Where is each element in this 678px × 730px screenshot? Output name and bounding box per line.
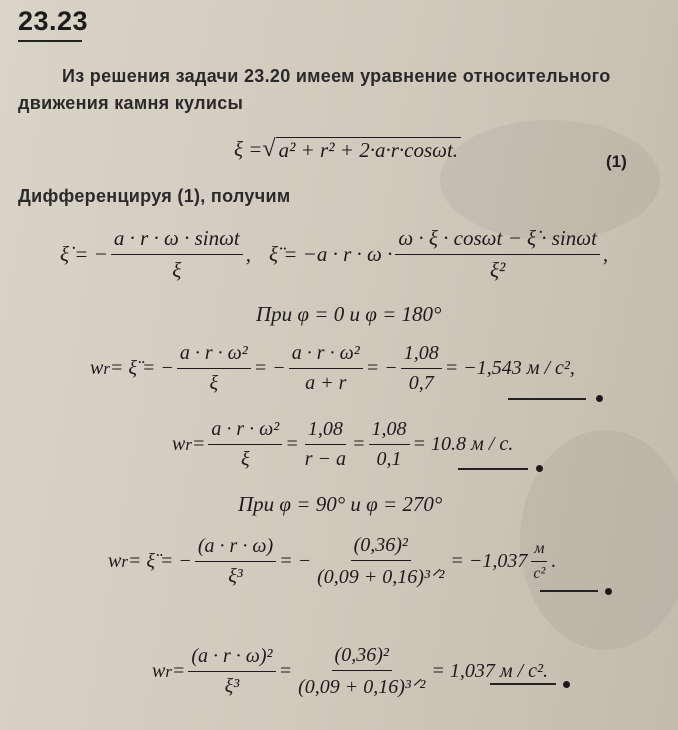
subscript: r — [121, 551, 128, 571]
case-2-heading: При φ = 90° и φ = 270° — [238, 492, 443, 516]
fraction-denominator: ξ — [209, 372, 219, 394]
unit-fraction — [530, 540, 548, 583]
problem-number: 23.23 — [18, 6, 89, 36]
paper-stain — [440, 120, 660, 240]
result-underline — [540, 590, 598, 592]
fraction-numerator: (0,36)² — [351, 534, 411, 561]
fraction-denominator: ξ² — [489, 258, 506, 282]
w-symbol: w — [172, 433, 186, 455]
fraction-denominator: 0,7 — [408, 372, 434, 394]
fraction — [208, 418, 282, 471]
result-value: = −1,037 — [450, 550, 528, 572]
w-symbol: w — [152, 660, 166, 682]
result-underline — [508, 398, 586, 400]
eq-part: = — [278, 660, 293, 682]
eq-part: = — [352, 433, 366, 455]
fraction-numerator: ω · ξ · cosωt − ξ̇ · sinωt — [395, 226, 600, 255]
subscript: r — [185, 434, 192, 454]
result-underline — [458, 468, 528, 470]
fraction — [111, 226, 243, 283]
intro-line-1: Из решения задачи 23.20 имеем уравнение относительного — [62, 66, 611, 86]
fraction-denominator: ξ — [240, 448, 250, 470]
result-bullet — [536, 465, 543, 472]
equation-number: (1) — [606, 152, 627, 171]
fraction — [195, 535, 276, 588]
equation-1 — [234, 136, 461, 163]
fraction-numerator: (a · r · ω)² — [188, 645, 275, 672]
fraction-numerator: 1,08 — [369, 418, 410, 445]
result-bullet — [596, 395, 603, 402]
equation-4 — [172, 418, 513, 471]
eq1-sqrt-body: a² + r² + 2·a·r·cosωt. — [276, 137, 461, 163]
fraction-numerator: a · r · ω · sinωt — [111, 226, 243, 255]
result-underline — [490, 683, 556, 685]
fraction — [289, 342, 363, 395]
eq-part: = — [191, 433, 206, 455]
unit-numerator: м — [531, 540, 547, 562]
unit-denominator: с² — [533, 565, 546, 582]
fraction-numerator: (0,36)² — [332, 644, 392, 671]
fraction-numerator: a · r · ω² — [177, 342, 251, 369]
comma: , — [245, 242, 252, 266]
result-bullet — [605, 588, 612, 595]
eq-part: = − — [253, 357, 286, 379]
fraction-denominator: ξ — [172, 258, 182, 282]
subscript: r — [103, 358, 110, 378]
comma: , — [602, 242, 609, 266]
w-symbol: w — [90, 357, 104, 379]
eq-part: = ξ̈ = − — [127, 550, 192, 572]
intro-line-2: движения камня кулисы — [18, 93, 244, 113]
fraction-numerator: a · r · ω² — [208, 418, 282, 445]
title-underline — [18, 40, 82, 42]
eq-part: = − — [279, 550, 312, 572]
fraction — [395, 226, 600, 283]
equation-5 — [108, 534, 556, 589]
eq1-lhs: ξ = — [234, 137, 263, 161]
fraction-numerator: 1,08 — [401, 342, 442, 369]
fraction-denominator: a + r — [305, 372, 347, 394]
equation-6 — [152, 644, 548, 699]
fraction-denominator: (0,09 + 0,16)³ᐟ² — [317, 566, 445, 588]
sqrt-sign: √ — [262, 136, 276, 162]
fraction-numerator: (a · r · ω) — [195, 535, 276, 562]
fraction — [314, 534, 447, 589]
fraction — [369, 418, 410, 471]
w-symbol: w — [108, 550, 122, 572]
equation-2 — [60, 226, 608, 283]
case-1-heading: При φ = 0 и φ = 180° — [256, 302, 442, 326]
fraction — [295, 644, 428, 699]
xi-ddot-lhs: ξ̈ = −a · r · ω · — [269, 242, 393, 266]
xi-dot-lhs: ξ̇ = − — [60, 242, 108, 266]
period: . — [551, 550, 557, 572]
fraction-numerator: a · r · ω² — [289, 342, 363, 369]
fraction-numerator: 1,08 — [305, 418, 346, 445]
result-value: = 10.8 м / с. — [412, 433, 514, 455]
equation-3 — [90, 342, 575, 395]
result-value: = −1,543 м / с², — [444, 357, 575, 379]
fraction-denominator: 0,1 — [376, 448, 402, 470]
eq-part: = ξ̈ = − — [109, 357, 174, 379]
result-bullet — [563, 681, 570, 688]
fraction-denominator: ξ³ — [224, 675, 240, 697]
fraction-denominator: (0,09 + 0,16)³ᐟ² — [298, 676, 426, 698]
fraction — [401, 342, 442, 395]
eq-part: = — [285, 433, 299, 455]
subscript: r — [165, 661, 172, 681]
eq-part: = — [171, 660, 186, 682]
fraction-denominator: r − a — [304, 448, 347, 470]
eq-part: = − — [365, 357, 398, 379]
differentiation-text: Дифференцируя (1), получим — [18, 186, 291, 206]
fraction — [302, 418, 349, 471]
fraction-denominator: ξ³ — [228, 565, 243, 587]
fraction — [188, 645, 275, 698]
result-value: = 1,037 м / с². — [431, 660, 549, 682]
fraction — [177, 342, 251, 395]
